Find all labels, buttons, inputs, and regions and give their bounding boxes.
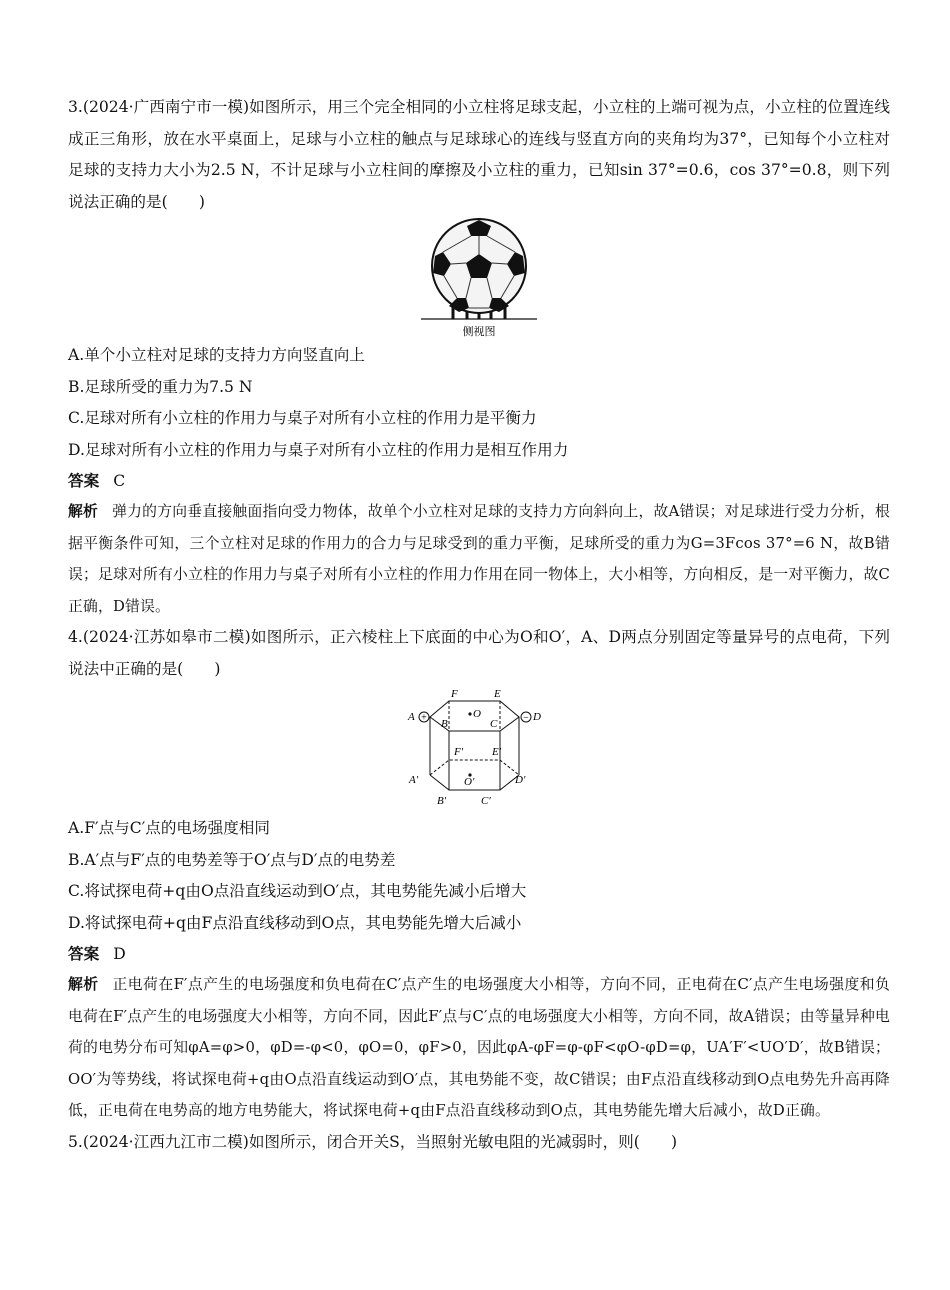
- svg-text:B′: B′: [437, 795, 447, 807]
- q5-stem: 5.(2024·江西九江市二模)如图所示，闭合开关S，当照射光敏电阻的光减弱时，则( ): [68, 1132, 678, 1151]
- q3-stem: 3.(2024·广西南宁市一模)如图所示，用三个完全相同的小立柱将足球支起，小立柱的上端可视为点，小立柱的位置连线成正三角形，放在水平桌面上，足球与小立柱的触点与足球球心的连线与竖直方向的夹角均为37°，已知每个小立柱对足球的支持力大小为2.5 N，不计足球与小立柱间的摩擦及小立柱的重力，已知sin 37°=0.6，cos 37°=0.8，则下列说法正确的是( ): [68, 98, 890, 211]
- answer-value: D: [113, 945, 126, 963]
- svg-text:A: A: [408, 711, 415, 723]
- svg-text:A′: A′: [409, 774, 419, 786]
- q4-option-d: D.将试探电荷+q由F点沿直线移动到O点，其电势能先增大后减小: [68, 913, 522, 932]
- q4-option-b: B.A′点与F′点的电势差等于O′点与D′点的电势差: [68, 850, 396, 869]
- page-content: [68, 92, 890, 1158]
- q3-analysis: [68, 496, 890, 622]
- svg-text:F: F: [451, 688, 458, 700]
- soccer-ball-icon: [432, 219, 526, 313]
- svg-text:−: −: [523, 712, 529, 724]
- q4-option-c: C.将试探电荷+q由O点沿直线运动到O′点，其电势能先减小后增大: [68, 882, 527, 900]
- answer-label: 答案: [68, 945, 100, 963]
- svg-text:D: D: [533, 711, 541, 723]
- svg-text:E: E: [494, 688, 501, 700]
- answer-label: 答案: [68, 472, 100, 490]
- hexagonal-prism-figure: [404, 685, 554, 813]
- svg-text:D′: D′: [515, 774, 526, 786]
- svg-text:C′: C′: [481, 795, 491, 807]
- q3-option-d: D.足球对所有小立柱的作用力与桌子对所有小立柱的作用力是相互作用力: [68, 440, 569, 459]
- q4-answer: [68, 939, 890, 969]
- analysis-text: 正电荷在F′点产生的电场强度和负电荷在C′点产生的电场强度大小相等，方向不同，正电荷在C′点产生电场强度和负电荷在F′点产生的电场强度大小相等，方向不同，因此F′点与C′点的电场强度大小相等，方向不同，故A错误；由等量异种电荷的电势分布可知φA=φ>0，φD=-φ<0，φO=0，φF>0，因此φA-φF=φ-φF<φO-φD=φ，UA′F′<UO′D′，故B错误；OO′为等势线，将试探电荷+q由O点沿直线运动到O′点，其电势能不变，故C错误；由F点沿直线移动到O点电势先升高再降低，正电荷在电势高的地方电势能大，将试探电荷+q由F点沿直线移动到O点，其电势能先增大后减小，故D正确。: [68, 976, 890, 1119]
- soccer-ball-figure: [419, 218, 539, 340]
- q3-option-c: C.足球对所有小立柱的作用力与桌子对所有小立柱的作用力是平衡力: [68, 409, 537, 427]
- q4-option-a: A.F′点与C′点的电场强度相同: [68, 819, 270, 837]
- q3-option-b: B.足球所受的重力为7.5 N: [68, 377, 253, 396]
- svg-text:C: C: [490, 718, 498, 730]
- analysis-label: 解析: [68, 976, 99, 993]
- svg-text:O: O: [473, 708, 481, 720]
- q4-analysis: [68, 969, 890, 1127]
- svg-text:F′: F′: [454, 746, 464, 758]
- svg-text:B: B: [441, 718, 448, 730]
- svg-text:E′: E′: [492, 746, 502, 758]
- svg-text:+: +: [421, 712, 427, 724]
- q3-option-a: A.单个小立柱对足球的支持力方向竖直向上: [68, 346, 365, 364]
- analysis-text: 弹力的方向垂直接触面指向受力物体，故单个小立柱对足球的支持力方向斜向上，故A错误；对足球进行受力分析，根据平衡条件可知，三个立柱对足球的作用力的合力与足球受到的重力平衡，足球所受的重力为G=3Fcos 37°=6 N，故B错误；足球对所有小立柱的作用力与桌子对所有小立柱的作用力作用在同一物体上，大小相等，方向相反，是一对平衡力，故C正确，D错误。: [68, 503, 891, 615]
- figure-caption: 侧视图: [462, 325, 496, 338]
- answer-value: C: [113, 472, 126, 490]
- q3-answer: [68, 466, 890, 496]
- q4-stem: 4.(2024·江苏如皋市二模)如图所示，正六棱柱上下底面的中心为O和O′，A、D两点分别固定等量异号的点电荷，下列说法中正确的是( ): [68, 628, 890, 678]
- analysis-label: 解析: [68, 503, 99, 520]
- svg-text:O′: O′: [464, 776, 475, 788]
